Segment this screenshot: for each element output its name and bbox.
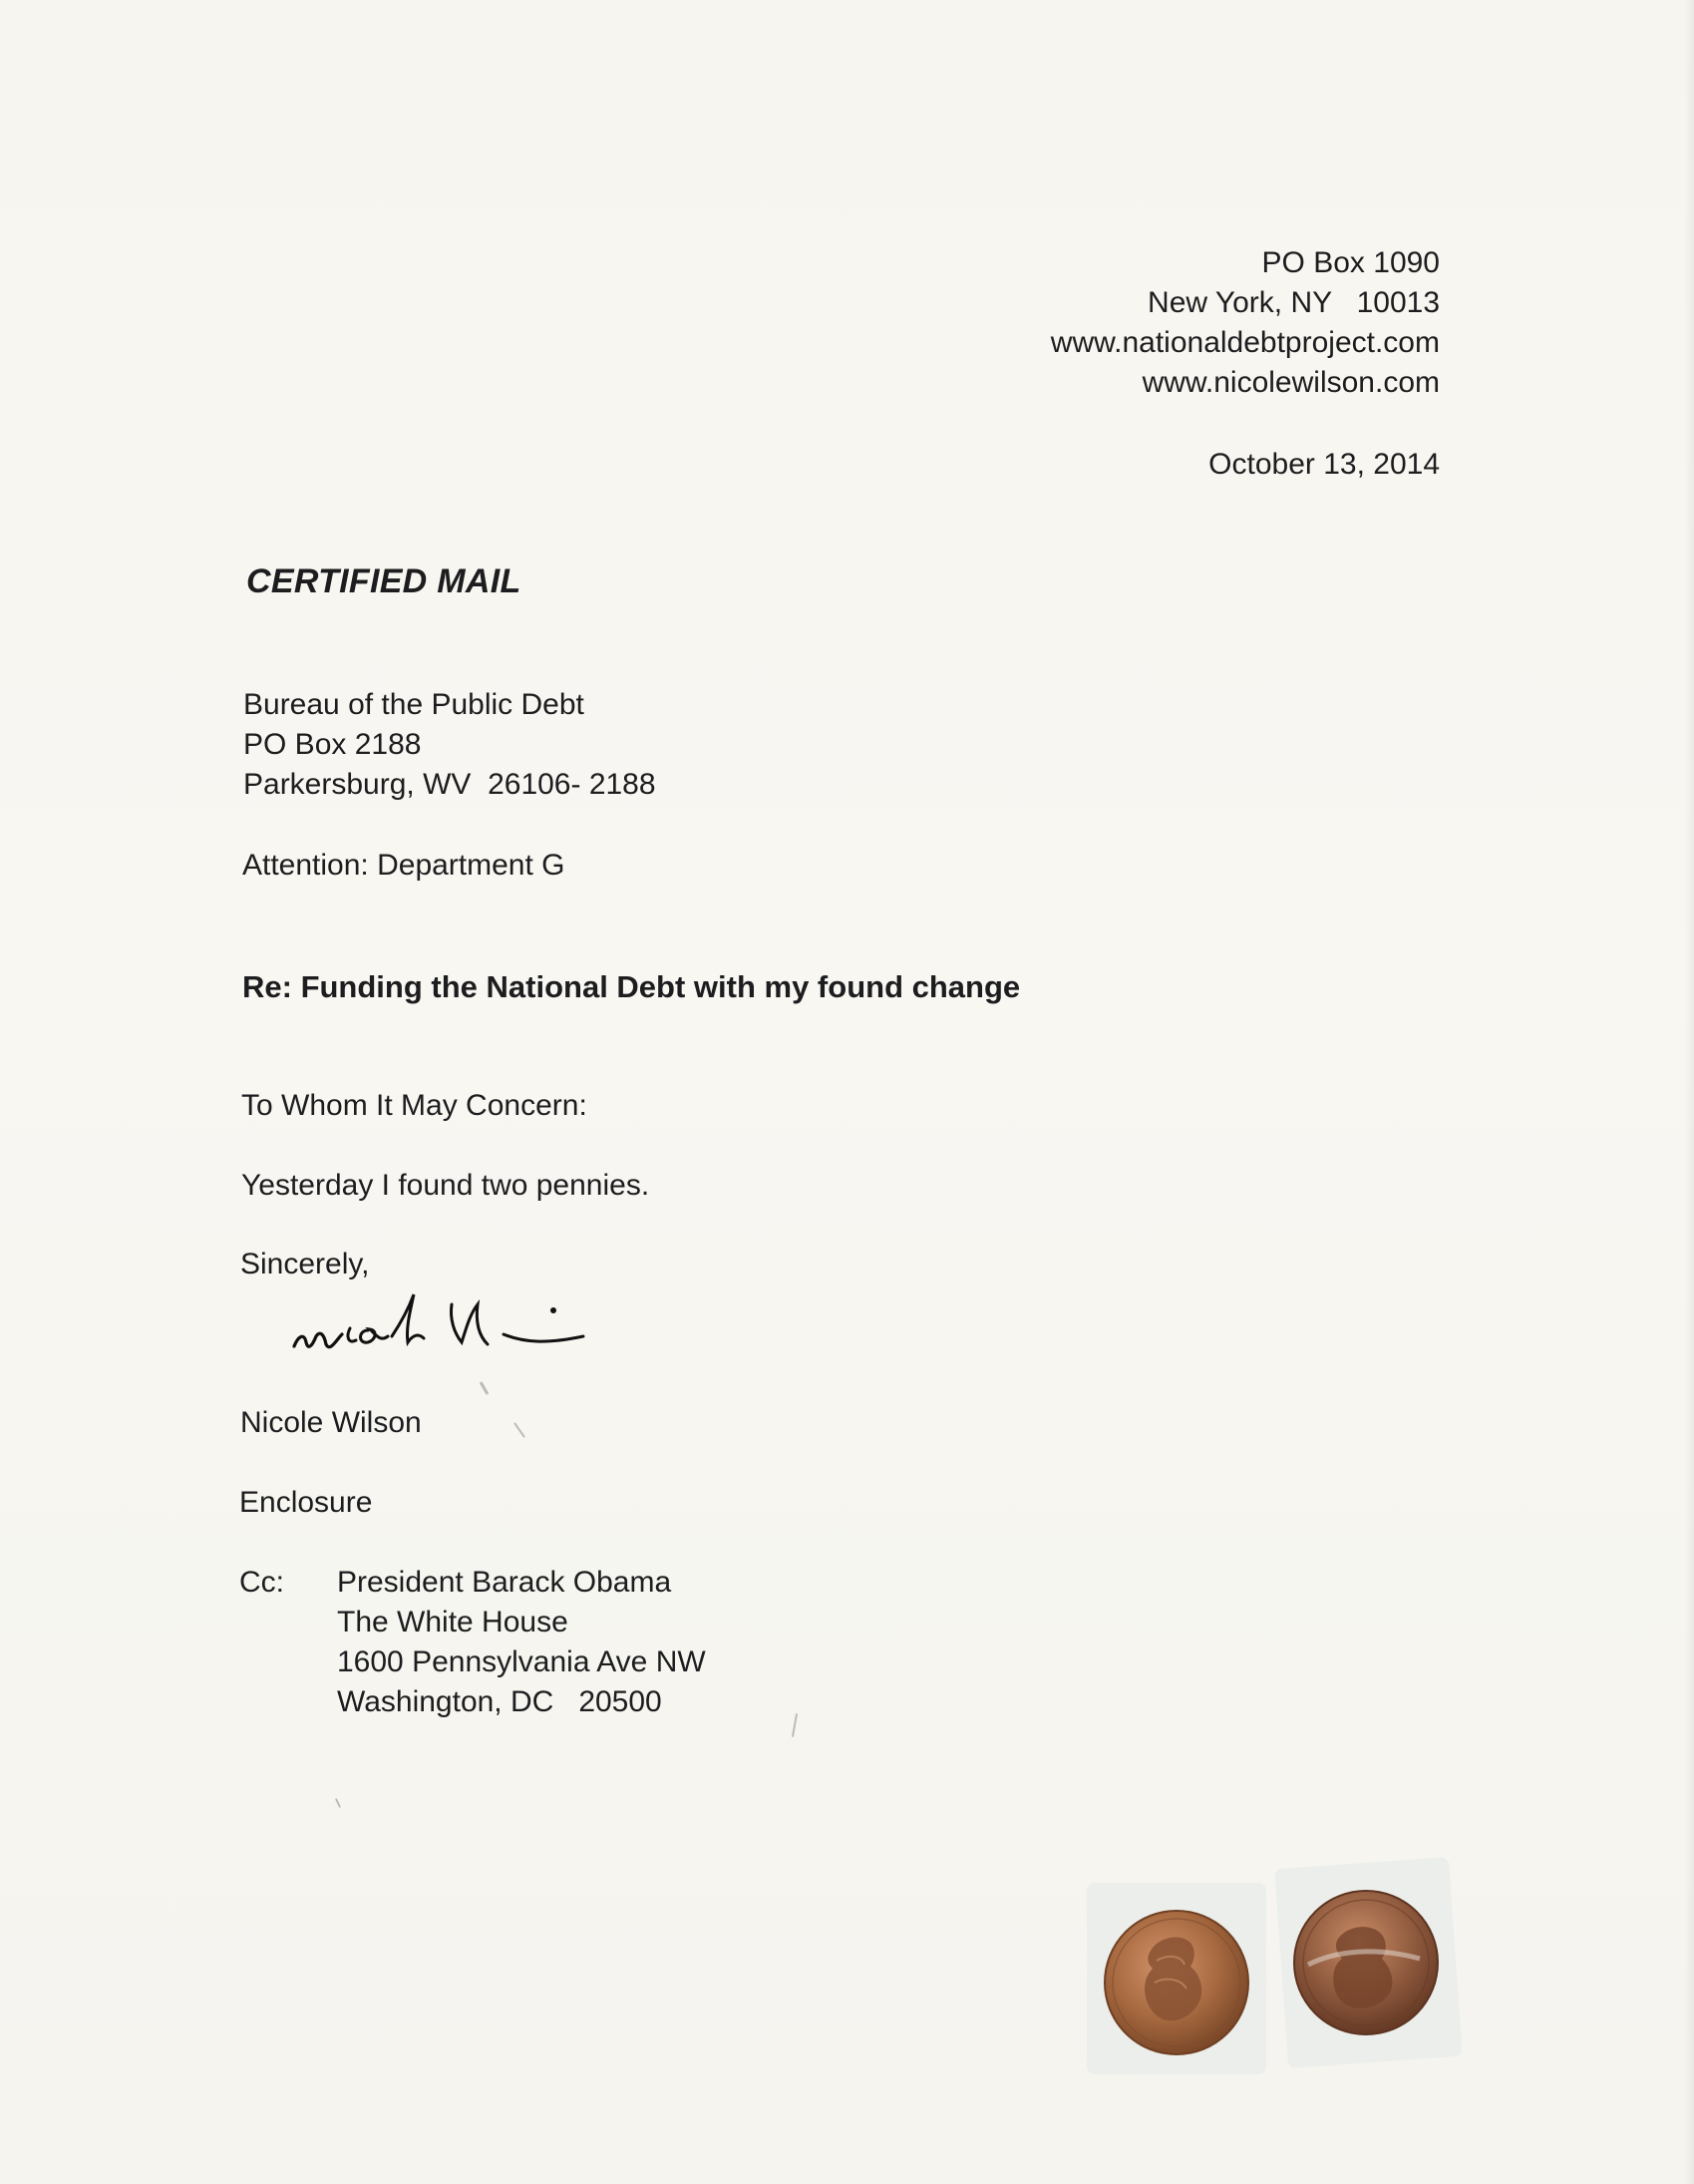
delivery-method: CERTIFIED MAIL	[246, 562, 521, 600]
taped-pennies-icon	[1077, 1855, 1466, 2104]
recipient-address-line: Bureau of the Public Debt	[243, 688, 584, 721]
cc-address-line: The White House	[337, 1606, 568, 1638]
cc-address-line: President Barack Obama	[337, 1566, 672, 1599]
cc-label: Cc:	[239, 1566, 284, 1599]
handwritten-signature-icon	[284, 1284, 643, 1384]
scan-speck	[792, 1713, 798, 1737]
cc-address-line: Washington, DC 20500	[337, 1685, 662, 1718]
return-address	[1051, 243, 1440, 403]
letter-date: October 13, 2014	[1208, 448, 1440, 481]
scan-edge-shadow	[1684, 0, 1694, 2184]
cc-address-line: 1600 Pennsylvania Ave NW	[337, 1645, 706, 1678]
recipient-address	[243, 685, 656, 805]
recipient-address-line: PO Box 2188	[243, 728, 422, 761]
scan-speck	[513, 1422, 525, 1438]
enclosure-note: Enclosure	[239, 1486, 373, 1519]
closing: Sincerely,	[240, 1248, 370, 1280]
recipient-address-line: Parkersburg, WV 26106- 2188	[243, 768, 656, 801]
subject-line: Re: Funding the National Debt with my found change	[242, 969, 1021, 1004]
return-address-line: New York, NY 10013	[1148, 286, 1440, 319]
cc-address	[337, 1563, 706, 1722]
sender-name: Nicole Wilson	[240, 1406, 422, 1439]
letter-body: Yesterday I found two pennies.	[241, 1169, 650, 1202]
attention-line: Attention: Department G	[242, 849, 565, 882]
return-address-line: www.nicolewilson.com	[1142, 366, 1440, 399]
return-address-line: www.nationaldebtproject.com	[1050, 326, 1440, 359]
return-address-line: PO Box 1090	[1261, 246, 1440, 279]
scan-speck	[335, 1798, 341, 1808]
salutation: To Whom It May Concern:	[241, 1089, 587, 1122]
